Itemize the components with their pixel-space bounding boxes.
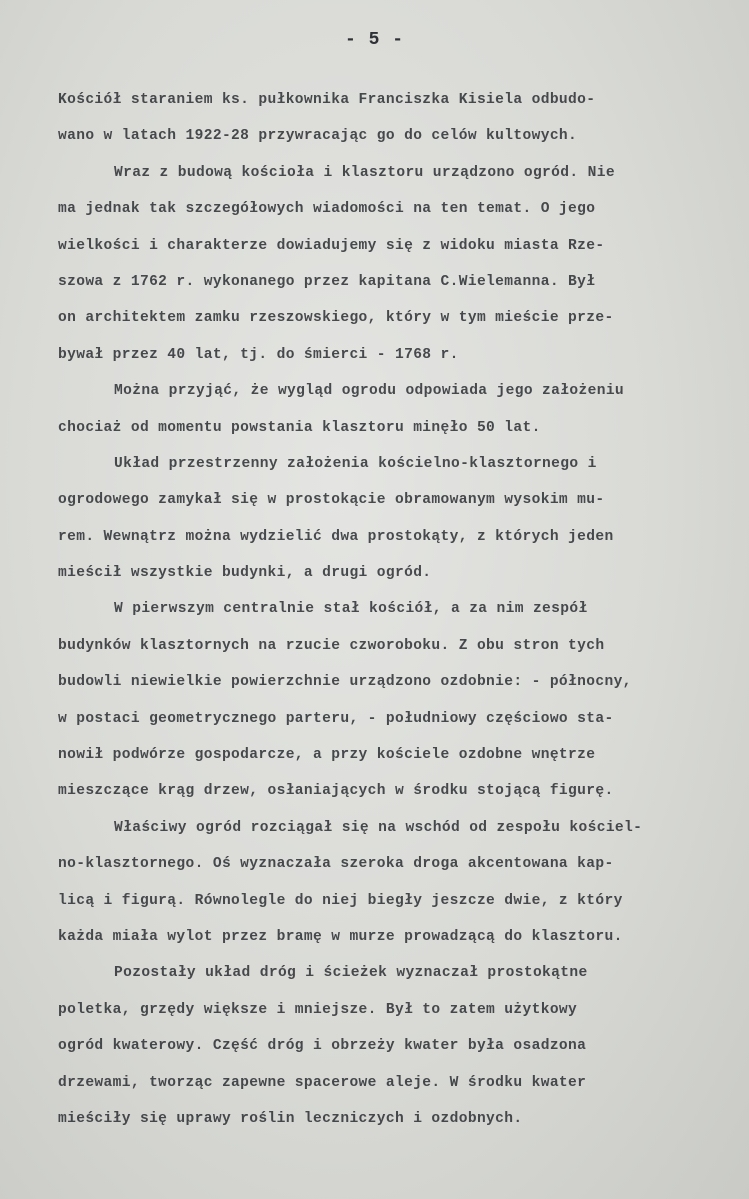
text-line: chociaż od momentu powstania klasztoru minęło 50 lat. [58,419,541,436]
text-line: wano w latach 1922-28 przywracając go do celów kultowych. [58,128,578,145]
text-line: ogród kwaterowy. Część dróg i obrzeży kwater była osadzona [58,1038,587,1055]
text-line: bywał przez 40 lat, tj. do śmierci - 1768 r. [58,346,459,363]
body-text [58,82,718,1137]
text-line: budynków klasztornych na rzucie czworoboku. Z obu stron tych [58,637,605,654]
text-line: mieszczące krąg drzew, osłaniających w środku stojącą figurę. [58,783,614,800]
text-line: w postaci geometrycznego parteru, - południowy częściowo sta- [58,710,614,727]
text-line: mieścił wszystkie budynki, a drugi ogród. [58,565,432,582]
text-line: ma jednak tak szczegółowych wiadomości na ten temat. O jego [58,201,596,218]
text-line: no-klasztornego. Oś wyznaczała szeroka droga akcentowana kap- [58,856,614,873]
text-line: szowa z 1762 r. wykonanego przez kapitana C.Wielemanna. Był [58,273,596,290]
page-number: - 5 - [344,30,404,50]
text-line: mieściły się uprawy roślin leczniczych i ozdobnych. [58,1110,523,1127]
text-line: Kościół staraniem ks. pułkownika Franciszka Kisiela odbudo- [58,92,596,108]
text-line: budowli niewielkie powierzchnie urządzono ozdobnie: - północny, [58,674,632,691]
text-line: Pozostały układ dróg i ścieżek wyznaczał prostokątne [114,965,588,982]
text-line: Właściwy ogród rozciągał się na wschód od zespołu kościel- [114,819,643,836]
text-line: wielkości i charakterze dowiadujemy się z widoku miasta Rze- [58,237,605,254]
text-line: nowił podwórze gospodarcze, a przy kościele ozdobne wnętrze [58,747,596,764]
text-line: licą i figurą. Równolegle do niej biegły jeszcze dwie, z który [58,892,623,909]
text-line: każda miała wylot przez bramę w murze prowadzącą do klasztoru. [58,928,623,945]
text-line: W pierwszym centralnie stał kościół, a za nim zespół [114,601,588,618]
text-line: Układ przestrzenny założenia kościelno-klasztornego i [114,455,597,472]
text-line: Wraz z budową kościoła i klasztoru urządzono ogród. Nie [114,164,615,181]
text-line: ogrodowego zamykał się w prostokącie obramowanym wysokim mu- [58,492,605,509]
text-line: Można przyjąć, że wygląd ogrodu odpowiada jego założeniu [114,383,625,400]
text-line: rem. Wewnątrz można wydzielić dwa prostokąty, z których jeden [58,528,614,545]
text-line: drzewami, tworząc zapewne spacerowe aleje. W środku kwater [58,1074,587,1091]
text-line: on architektem zamku rzeszowskiego, który w tym mieście prze- [58,310,614,327]
text-line: poletka, grzędy większe i mniejsze. Był to zatem użytkowy [58,1001,578,1018]
